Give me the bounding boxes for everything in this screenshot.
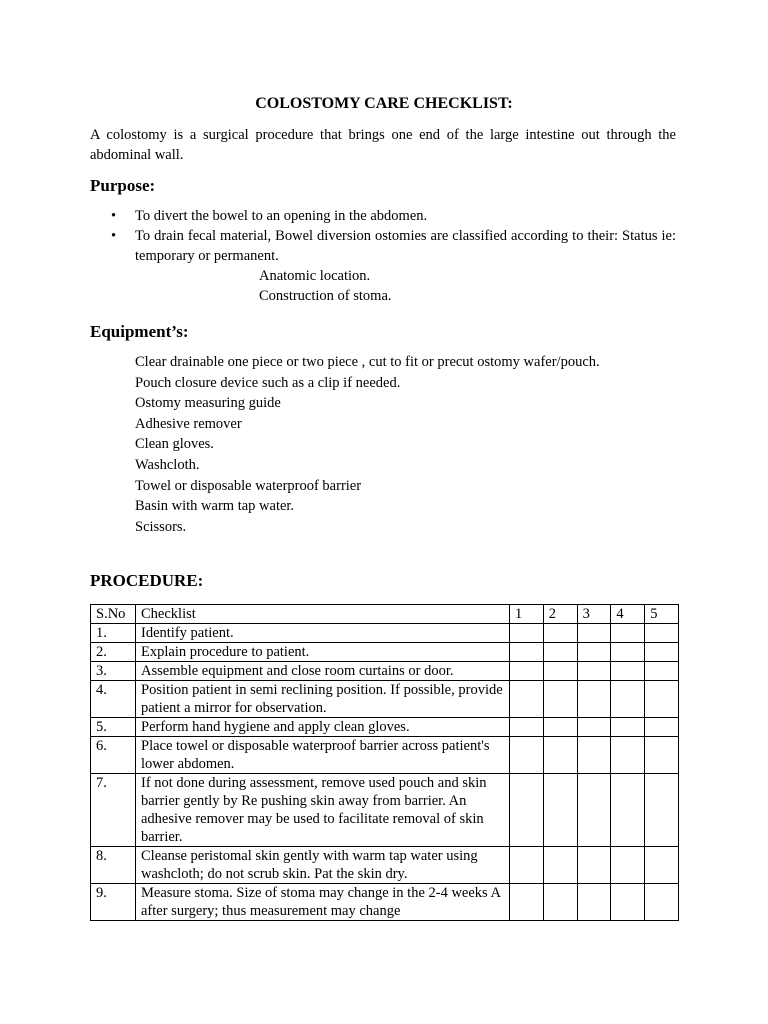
score-cell xyxy=(543,737,577,774)
score-cell xyxy=(611,774,645,847)
score-cell xyxy=(645,624,679,643)
purpose-item xyxy=(90,206,676,226)
score-cell xyxy=(577,681,611,718)
equipment-item: Basin with warm tap water. xyxy=(135,498,295,515)
table-row xyxy=(91,737,679,774)
column-header-score: 1 xyxy=(510,605,544,624)
column-header-checklist: Checklist xyxy=(136,605,510,624)
bullet-icon: • xyxy=(111,228,117,244)
score-cell xyxy=(611,662,645,681)
equipment-item: Clean gloves. xyxy=(135,436,214,453)
row-number: 8. xyxy=(91,847,136,884)
score-cell xyxy=(543,718,577,737)
row-number: 3. xyxy=(91,662,136,681)
row-number: 2. xyxy=(91,643,136,662)
procedure-heading: PROCEDURE: xyxy=(90,571,204,590)
table-row xyxy=(91,847,679,884)
table-row xyxy=(91,774,679,847)
score-cell xyxy=(543,662,577,681)
score-cell xyxy=(577,774,611,847)
intro-paragraph: A colostomy is a surgical procedure that brings one end of the large intestine out through the abdominal wall. xyxy=(90,127,676,163)
equipment-item: Towel or disposable waterproof barrier xyxy=(135,477,362,494)
row-number: 7. xyxy=(91,774,136,847)
document-title: COLOSTOMY CARE CHECKLIST: xyxy=(255,95,513,112)
row-number: 4. xyxy=(91,681,136,718)
column-header-score: 3 xyxy=(577,605,611,624)
column-header-score: 2 xyxy=(543,605,577,624)
score-cell xyxy=(645,681,679,718)
score-cell xyxy=(510,847,544,884)
column-header-score: 5 xyxy=(645,605,679,624)
purpose-sub-item: Construction of stoma. xyxy=(259,288,392,304)
table-row xyxy=(91,718,679,737)
equipment-item: Scissors. xyxy=(135,518,187,535)
equipment-list xyxy=(135,352,600,537)
equipment-item: Clear drainable one piece or two piece , cut to fit or precut ostomy wafer/pouch. xyxy=(135,354,600,370)
score-cell xyxy=(543,847,577,884)
score-cell xyxy=(510,718,544,737)
score-cell xyxy=(543,884,577,921)
row-number: 5. xyxy=(91,718,136,737)
score-cell xyxy=(611,624,645,643)
score-cell xyxy=(543,643,577,662)
score-cell xyxy=(543,681,577,718)
row-number: 6. xyxy=(91,737,136,774)
row-checklist-text: If not done during assessment, remove used pouch and skin barrier gently by Re pushing skin away from barrier. An adhesive remover may be used to facilitate removal of skin barrier. xyxy=(136,774,510,847)
score-cell xyxy=(510,681,544,718)
score-cell xyxy=(577,624,611,643)
purpose-item-text: To drain fecal material, Bowel diversion ostomies are classified according to their: Status ie: temporary or permanent. xyxy=(135,228,676,264)
purpose-item-text: To divert the bowel to an opening in the abdomen. xyxy=(135,208,428,224)
score-cell xyxy=(645,718,679,737)
score-cell xyxy=(611,737,645,774)
column-header-score: 4 xyxy=(611,605,645,624)
score-cell xyxy=(645,643,679,662)
score-cell xyxy=(577,718,611,737)
table-row xyxy=(91,643,679,662)
row-checklist-text: Identify patient. xyxy=(136,624,510,643)
row-number: 1. xyxy=(91,624,136,643)
score-cell xyxy=(577,662,611,681)
equipment-item: Pouch closure device such as a clip if needed. xyxy=(135,374,401,391)
equipment-item: Ostomy measuring guide xyxy=(135,395,281,412)
purpose-sub-item: Anatomic location. xyxy=(259,268,371,284)
row-checklist-text: Perform hand hygiene and apply clean gloves. xyxy=(136,718,510,737)
table-row xyxy=(91,624,679,643)
score-cell xyxy=(611,681,645,718)
row-checklist-text: Position patient in semi reclining position. If possible, provide patient a mirror for observation. xyxy=(136,681,510,718)
table-row xyxy=(91,884,679,921)
purpose-list xyxy=(90,206,676,306)
row-checklist-text: Measure stoma. Size of stoma may change in the 2-4 weeks A after surgery; thus measurement may change xyxy=(136,884,510,921)
procedure-checklist-table xyxy=(90,604,679,921)
score-cell xyxy=(577,847,611,884)
row-number: 9. xyxy=(91,884,136,921)
table-header-row xyxy=(91,605,679,624)
score-cell xyxy=(510,774,544,847)
score-cell xyxy=(611,847,645,884)
score-cell xyxy=(611,718,645,737)
score-cell xyxy=(577,884,611,921)
purpose-heading: Purpose: xyxy=(90,176,156,195)
score-cell xyxy=(543,624,577,643)
score-cell xyxy=(510,737,544,774)
score-cell xyxy=(611,643,645,662)
row-checklist-text: Assemble equipment and close room curtains or door. xyxy=(136,662,510,681)
table-row xyxy=(91,662,679,681)
score-cell xyxy=(611,884,645,921)
score-cell xyxy=(577,737,611,774)
table-row xyxy=(91,681,679,718)
row-checklist-text: Cleanse peristomal skin gently with warm tap water using washcloth; do not scrub skin. Pat the skin dry. xyxy=(136,847,510,884)
score-cell xyxy=(645,774,679,847)
score-cell xyxy=(645,884,679,921)
score-cell xyxy=(645,737,679,774)
score-cell xyxy=(510,884,544,921)
score-cell xyxy=(510,662,544,681)
row-checklist-text: Explain procedure to patient. xyxy=(136,643,510,662)
equipment-item: Adhesive remover xyxy=(135,415,242,432)
bullet-icon: • xyxy=(111,208,117,224)
score-cell xyxy=(510,624,544,643)
equipment-heading: Equipment’s: xyxy=(90,322,189,341)
row-checklist-text: Place towel or disposable waterproof barrier across patient's lower abdomen. xyxy=(136,737,510,774)
score-cell xyxy=(645,847,679,884)
column-header-sno: S.No xyxy=(91,605,136,624)
score-cell xyxy=(645,662,679,681)
equipment-item: Washcloth. xyxy=(135,456,200,473)
purpose-item xyxy=(90,226,676,306)
score-cell xyxy=(577,643,611,662)
score-cell xyxy=(510,643,544,662)
score-cell xyxy=(543,774,577,847)
